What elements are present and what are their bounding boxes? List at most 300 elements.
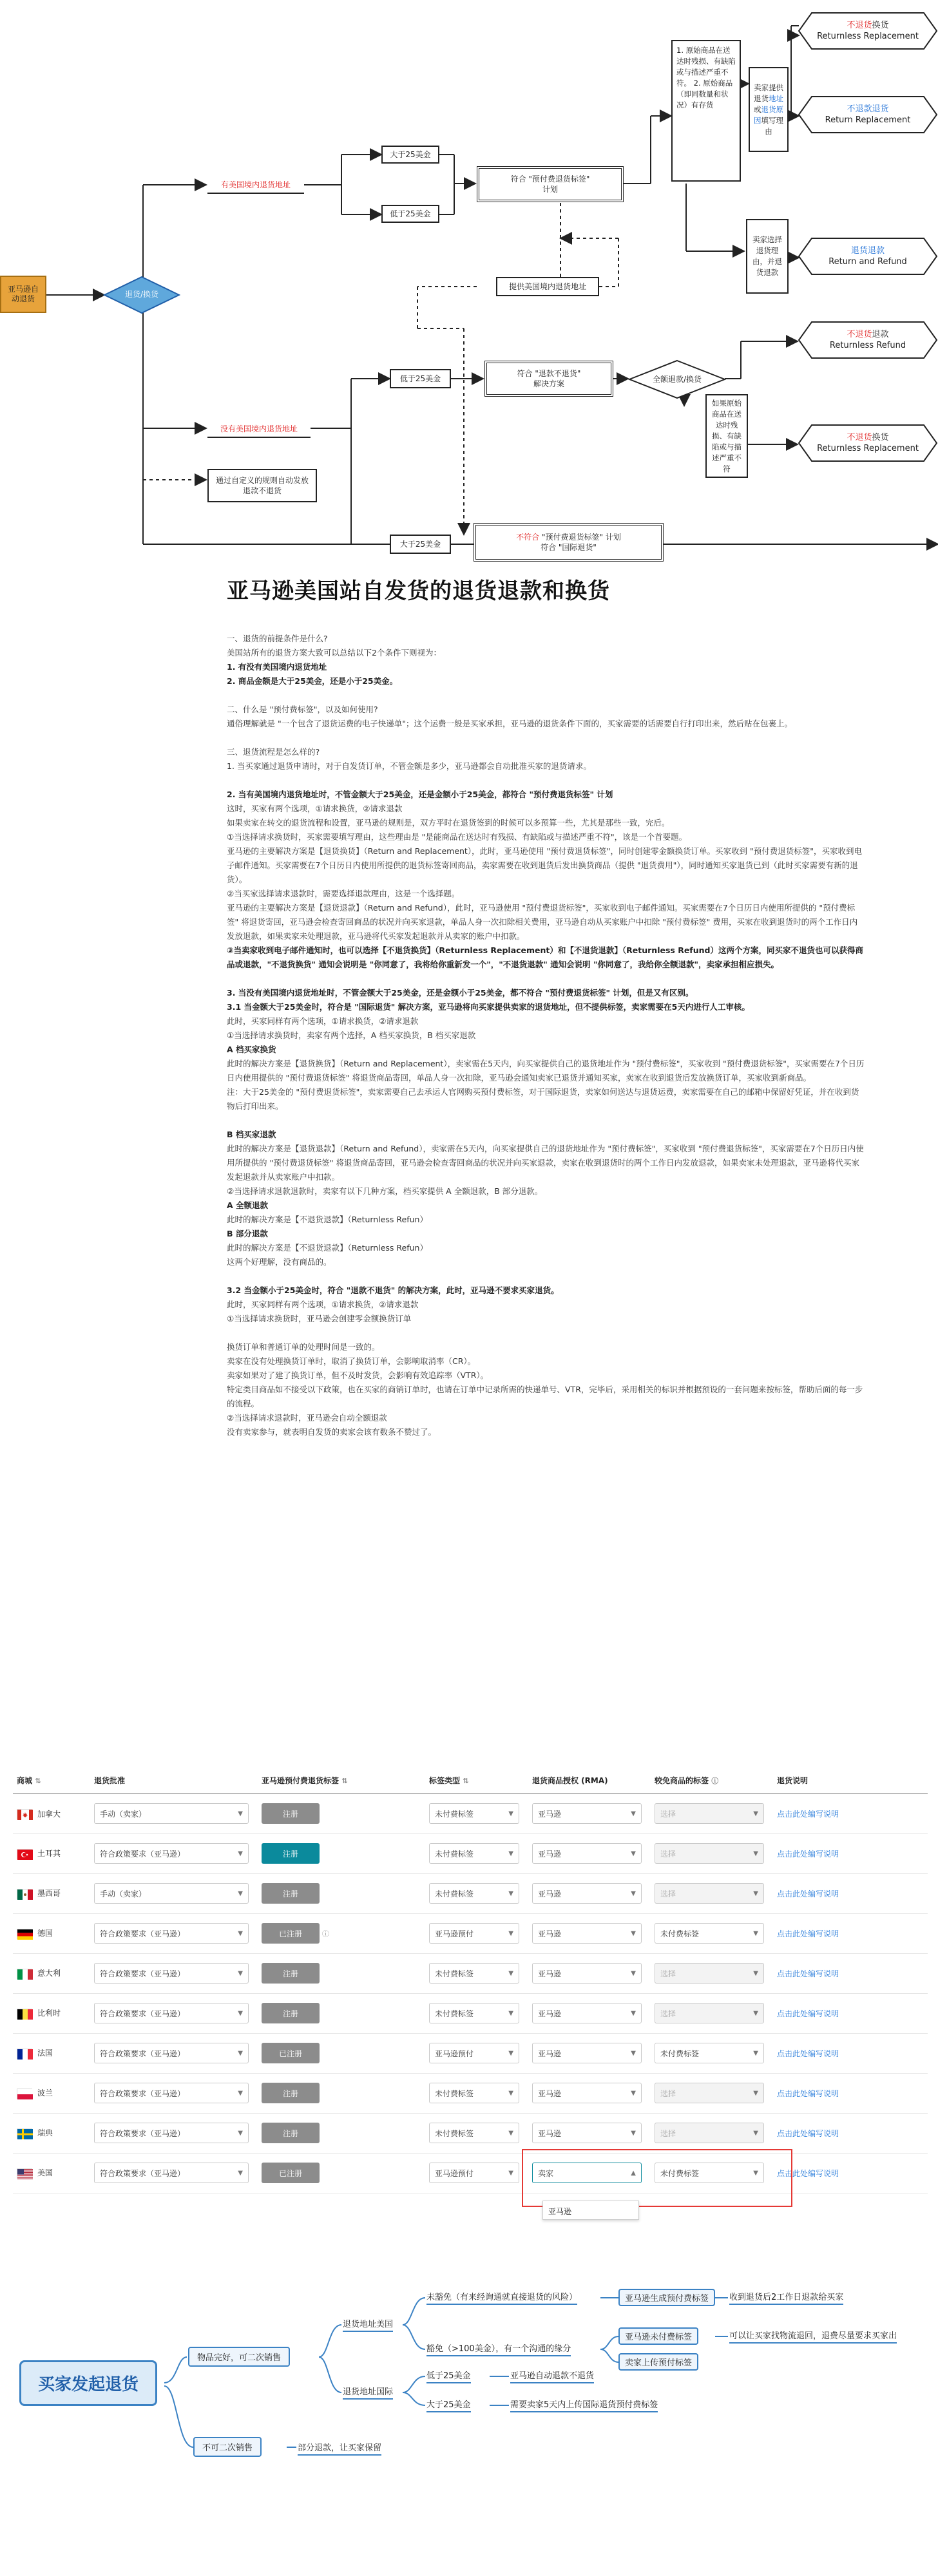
cell-rma: [528, 1794, 651, 1833]
register-button[interactable]: 注册: [262, 1843, 320, 1864]
label-type-select[interactable]: [429, 1923, 519, 1944]
hex5-mid: 换货: [872, 433, 889, 442]
cell-rma: [528, 1913, 651, 1953]
col-prepaid-label: [651, 1768, 773, 1794]
chevron-down-icon: ▼: [238, 2009, 243, 2017]
cell-label-type: [425, 1993, 528, 2033]
hex5-red: 不退货: [847, 433, 872, 442]
article-paragraph: 卖家如果对了建了换货订单，但不及时发货，会影响有效追踪率（VTR）。: [227, 1370, 489, 1380]
chevron-down-icon: ▼: [508, 2009, 513, 2017]
table-header-row: [13, 1768, 928, 1794]
refund-in-2-days-node: 收到退货后2工作日退款给买家: [729, 2290, 843, 2305]
decision-node-label: 退货/换货: [124, 290, 159, 299]
rma-value: 亚马逊: [538, 1929, 562, 1938]
write-instructions-link[interactable]: 点击此处编写说明: [777, 2049, 839, 2058]
col-prepaid[interactable]: [258, 1768, 425, 1794]
intl-address-node: 退货地址国际: [343, 2385, 393, 2400]
chevron-down-icon: ▼: [238, 1889, 243, 1897]
label-type-value: 亚马逊预付: [435, 2168, 474, 2178]
chevron-down-icon: ▼: [753, 2169, 758, 2177]
write-instructions-link[interactable]: 点击此处编写说明: [777, 1929, 839, 1938]
table-row: [13, 1913, 928, 1953]
label-type-select[interactable]: [429, 1883, 519, 1904]
approval-select[interactable]: [94, 1963, 249, 1984]
register-button[interactable]: 已注册: [262, 2163, 320, 2183]
article-paragraph: 2. 当有美国境内退货地址时，不管金额大于25美金，还是金额小于25美金，都符合 "预付费退货标签" 计划: [227, 790, 613, 799]
paragraph-spacer: [213, 688, 863, 703]
article-paragraph: 这两个好理解，没有商品的。: [227, 1257, 332, 1267]
rma-select[interactable]: [532, 1803, 642, 1824]
full-refund-label: 全额退款/换货: [652, 375, 702, 384]
prepaid-label-select[interactable]: [655, 2123, 764, 2143]
prepaid-label-value: 未付费标签: [660, 2168, 700, 2178]
register-button[interactable]: 注册: [262, 2083, 320, 2103]
eligible-refund-line1: 符合 "退款不退货": [517, 369, 581, 378]
article-paragraph: 三、退货流程是怎么样的?: [227, 747, 320, 757]
seller-provide-text3: 或: [754, 104, 761, 114]
chevron-down-icon: ▼: [508, 1969, 513, 1977]
cell-prepaid: [258, 2153, 425, 2193]
rma-select[interactable]: [532, 1843, 642, 1864]
article-paragraph: 美国站所有的退货方案大致可以总结以下2个条件下则视为：: [227, 648, 441, 658]
register-button[interactable]: 注册: [262, 2003, 320, 2023]
marketplace-name: 墨西哥: [37, 1889, 61, 1899]
article-paragraph: 卖家在没有处理换货订单时，取消了换货订单，会影响取消率（CR）。: [227, 1356, 476, 1366]
article-paragraph: ②当选择请求退款时，亚马逊会自动全额退款: [227, 1413, 387, 1423]
prepaid-label-value: 选择: [660, 1809, 676, 1819]
cell-prepaid: [258, 1993, 425, 2033]
usa-flag-icon: [17, 2168, 32, 2179]
cell-instructions: [773, 1953, 928, 1993]
prepaid-label-select[interactable]: [655, 1963, 764, 1984]
auto-refund-node: 亚马逊自动退款不退货: [510, 2369, 594, 2383]
rma-select[interactable]: [532, 2123, 642, 2143]
chevron-down-icon: ▼: [238, 2129, 243, 2137]
cell-rma: [528, 1873, 651, 1913]
under25-mid-node: 低于25美金: [390, 369, 451, 388]
hex-return-replacement-label: [798, 95, 938, 134]
rma-select[interactable]: [532, 1963, 642, 1984]
article-paragraph: 此时的解决方案是【不退货退款】（Returnless Refun）: [227, 1243, 428, 1253]
prepaid-label-select[interactable]: [655, 1883, 764, 1904]
mindmap-connectors: [0, 2273, 938, 2576]
label-type-select[interactable]: [429, 2003, 519, 2023]
sort-arrows-icon[interactable]: ⇅: [463, 1777, 469, 1785]
cell-approval: [90, 2033, 258, 2073]
cell-marketplace: [13, 2073, 90, 2113]
paragraph-spacer: [213, 773, 863, 788]
approval-value: 符合政策要求（亚马逊）: [100, 2049, 186, 2058]
label-type-value: 亚马逊预付: [435, 2049, 474, 2058]
approval-value: 手动（卖家）: [100, 1889, 147, 1899]
seller-5days-node: 需要卖家5天内上传国际退货预付费标签: [510, 2398, 658, 2412]
prepaid-label-value: 选择: [660, 1969, 676, 1978]
article-paragraph: 这时，买家有两个选项，①请求换货，②请求退款: [227, 804, 403, 813]
table-row: [13, 2073, 928, 2113]
approval-value: 符合政策要求（亚马逊）: [100, 1969, 186, 1978]
article-paragraph: 注：大于25美金的 "预付费退货标签"，卖家需要自己去承运人官网购买预付费标签，对于国际退货，卖家如何送达与退货运费，卖家需要在自己的邮箱中保留好凭证，并在收到货物后打印出来。: [227, 1087, 859, 1111]
cell-prepaid-label: [651, 1913, 773, 1953]
chevron-down-icon: ▼: [631, 2129, 636, 2137]
cell-rma: [528, 2073, 651, 2113]
col-instructions-label: 退货说明: [777, 1776, 809, 1785]
hex-returnless-replacement-top-label: [798, 12, 938, 50]
rma-select[interactable]: [532, 2083, 642, 2103]
label-type-value: 未付费标签: [435, 2128, 474, 2138]
cell-instructions: [773, 1794, 928, 1833]
label-type-select[interactable]: [429, 2163, 519, 2183]
approval-select[interactable]: [94, 1803, 249, 1824]
cell-label-type: [425, 1873, 528, 1913]
chevron-down-icon: ▼: [238, 2049, 243, 2057]
rma-value: 亚马逊: [538, 2128, 562, 2138]
chevron-down-icon: ▲: [631, 2169, 636, 2177]
chevron-down-icon: ▼: [238, 1969, 243, 1977]
approval-select[interactable]: [94, 2083, 249, 2103]
label-type-value: 亚马逊预付: [435, 1929, 474, 1938]
prepaid-label-select[interactable]: [655, 2083, 764, 2103]
over25-bottom-node: 大于25美金: [390, 535, 451, 554]
article-body: [213, 632, 863, 1439]
cell-label-type: [425, 2073, 528, 2113]
germany-flag-icon: [17, 1929, 32, 1939]
approval-value: 符合政策要求（亚马逊）: [100, 1929, 186, 1938]
table-row: [13, 1993, 928, 2033]
article-title: 亚马逊美国站自发货的退货退款和换货: [227, 578, 610, 604]
cell-marketplace: [13, 2033, 90, 2073]
under25-node: 低于25美金: [426, 2369, 471, 2383]
cell-label-type: [425, 1913, 528, 1953]
hex-returnless-refund-label: [798, 321, 938, 359]
seller-provide-text1: 卖家提供退货: [754, 82, 783, 103]
paid-label-node: 豁免（>100美金），有一个沟通的缘分: [426, 2342, 571, 2356]
cell-instructions: [773, 1913, 928, 1953]
cell-marketplace: [13, 1833, 90, 1873]
article-paragraph: 3. 当没有美国境内退货地址时，不管金额大于25美金，还是金额小于25美金，都不符合 "预付费退货标签" 计划，但是又有区别。: [227, 988, 694, 998]
cell-prepaid-label: [651, 1833, 773, 1873]
table-row: [13, 2033, 928, 2073]
article-paragraph: 此时，买家同样有两个选项，①请求换货，②请求退款: [227, 1016, 419, 1026]
rma-value: 亚马逊: [538, 1849, 562, 1859]
cell-approval: [90, 1913, 258, 1953]
sort-arrows-icon[interactable]: ⇅: [341, 1777, 348, 1785]
not-eligible-node: [474, 523, 664, 562]
cell-instructions: [773, 1833, 928, 1873]
hex4-sub: Returnless Refund: [829, 341, 906, 350]
approval-select[interactable]: [94, 1923, 249, 1944]
hex4-red: 不退货: [847, 330, 872, 339]
return-settings-grid: [13, 1768, 928, 2193]
register-button[interactable]: 注册: [262, 2123, 320, 2143]
canada-flag-icon: [17, 1809, 32, 1819]
register-button[interactable]: 已注册: [262, 2043, 320, 2063]
cell-prepaid-label: [651, 1794, 773, 1833]
marketplace-name: 瑞典: [37, 2128, 53, 2138]
prepaid-label-value: 选择: [660, 2128, 676, 2138]
chevron-down-icon: ▼: [753, 1889, 758, 1897]
col-marketplace[interactable]: [13, 1768, 90, 1794]
chevron-down-icon: ▼: [238, 2089, 243, 2097]
cell-prepaid-label: [651, 1873, 773, 1913]
cell-rma: [528, 2033, 651, 2073]
table-row: [13, 1953, 928, 1993]
marketplace-name: 波兰: [37, 2088, 53, 2098]
chevron-down-icon: ▼: [508, 1889, 513, 1897]
cell-instructions: [773, 2113, 928, 2153]
hex1-mid: 换货: [872, 21, 889, 30]
prepaid-label-select[interactable]: [655, 2043, 764, 2063]
reasons-bottom-node: 如果原始商品在送达时残损、有缺陷或与描述严重不符: [705, 394, 748, 478]
rma-value: 亚马逊: [538, 1969, 562, 1978]
write-instructions-link[interactable]: 点击此处编写说明: [777, 1969, 839, 1978]
prepaid-label-value: 选择: [660, 1849, 676, 1859]
table-row: [13, 2113, 928, 2153]
article: [213, 567, 863, 1726]
col-rma: [528, 1768, 651, 1794]
approval-value: 符合政策要求（亚马逊）: [100, 2168, 186, 2178]
chevron-down-icon: ▼: [508, 2089, 513, 2097]
chevron-down-icon: ▼: [508, 1850, 513, 1857]
chevron-down-icon: ▼: [238, 1850, 243, 1857]
chevron-down-icon: ▼: [631, 2009, 636, 2017]
col-label-type[interactable]: [425, 1768, 528, 1794]
custom-policy-node: 通过自定义的规则自动发放退款不退货: [207, 469, 317, 502]
cell-prepaid: [258, 2073, 425, 2113]
cell-label-type: [425, 1953, 528, 1993]
label-type-value: 未付费标签: [435, 1969, 474, 1978]
article-paragraph: B 部分退款: [227, 1229, 268, 1238]
marketplace-name: 德国: [37, 1929, 53, 1938]
amz-prepaid-node: 亚马逊生成预付费标签: [618, 2289, 715, 2306]
article-paragraph: 1. 有没有美国境内退货地址: [227, 662, 327, 672]
eligible-refund-line2: 解决方案: [533, 379, 564, 388]
article-paragraph: 没有卖家参与，就表明自发货的卖家会该有数条不赞过了。: [227, 1427, 437, 1437]
label-type-select[interactable]: [429, 2083, 519, 2103]
cell-marketplace: [13, 1913, 90, 1953]
seller-upload-node: 卖家上传预付标签: [618, 2353, 698, 2371]
prepaid-label-value: 选择: [660, 2009, 676, 2018]
rma-select[interactable]: [532, 2003, 642, 2023]
cell-instructions: [773, 1873, 928, 1913]
chevron-down-icon: ▼: [508, 1929, 513, 1937]
col-instructions: [773, 1768, 928, 1794]
label-type-select[interactable]: [429, 1963, 519, 1984]
article-paragraph: 亚马逊的主要解决方案是【退货退款】（Return and Refund），此时，亚马逊使用 "预付费退货标签"，买家收到电子邮件通知。买家需要在7个日历日内使用所提供的 "预付费标签" 将退货寄回，亚马逊会检查寄回商品的状况并向买家退款，单品人身一次扣除相关费用，亚马逊自动从买家账户中扣除 "预付费标签" 费用，买家在收到退货时的两个工作日内发放退款，如果卖家未处理退款，亚马逊将代买家发起退款并从卖家的账户中扣款。: [227, 903, 858, 941]
rma-select[interactable]: [532, 1883, 642, 1904]
approval-select[interactable]: [94, 1843, 249, 1864]
over25-node: 大于25美金: [426, 2398, 471, 2412]
prepaid-label-select[interactable]: [655, 2003, 764, 2023]
register-button[interactable]: 已注册: [262, 1923, 320, 1944]
cell-rma: [528, 1993, 651, 2033]
chevron-down-icon: ▼: [631, 2089, 636, 2097]
label-type-select[interactable]: [429, 2123, 519, 2143]
article-paragraph: ①当选择请求换货时，卖家有两个选择，A 档买家换货，B 档买家退款: [227, 1030, 476, 1040]
prepaid-label-select[interactable]: [655, 1843, 764, 1864]
turkey-flag-icon: [17, 1849, 32, 1859]
prepaid-label-select[interactable]: [655, 1803, 764, 1824]
branch-resellable: 物品完好，可二次销售: [188, 2347, 290, 2367]
prepaid-label-value: 选择: [660, 2088, 676, 2098]
cell-marketplace: [13, 1993, 90, 2033]
sweden-flag-icon: [17, 2128, 32, 2139]
cell-prepaid-label: [651, 2073, 773, 2113]
cell-approval: [90, 1833, 258, 1873]
paragraph-spacer: [213, 972, 863, 986]
rma-dropdown-option[interactable]: 亚马逊: [542, 2201, 639, 2220]
rma-select[interactable]: [532, 2043, 642, 2063]
approval-select[interactable]: [94, 2043, 249, 2063]
cell-instructions: [773, 2033, 928, 2073]
sort-arrows-icon[interactable]: ⇅: [35, 1777, 41, 1785]
table-row: [13, 1794, 928, 1833]
cell-approval: [90, 2153, 258, 2193]
label-type-value: 未付费标签: [435, 1809, 474, 1819]
cell-rma: [528, 1833, 651, 1873]
cell-label-type: [425, 1794, 528, 1833]
seller-provide-node: [749, 67, 789, 152]
label-type-select[interactable]: [429, 1843, 519, 1864]
approval-select[interactable]: [94, 2123, 249, 2143]
register-button[interactable]: 注册: [262, 1963, 320, 1984]
rma-select[interactable]: [532, 1923, 642, 1944]
free-label-node: 未豁免（有来经询通就直接退货的风险）: [426, 2290, 577, 2305]
article-paragraph: 此时，买家同样有两个选项，①请求换货，②请求退款: [227, 1300, 419, 1309]
register-button[interactable]: 注册: [262, 1883, 320, 1904]
amz-no-label-node: 亚马逊未付费标签: [618, 2327, 698, 2345]
rma-value: 亚马逊: [538, 2049, 562, 2058]
col-prepaid-label-label: 较免商品的标签: [655, 1776, 709, 1785]
prepaid-plan-line2: 计划: [542, 185, 558, 194]
cell-approval: [90, 2113, 258, 2153]
col-approval-label: 退货批准: [94, 1776, 126, 1785]
poland-flag-icon: [17, 2088, 32, 2099]
article-paragraph: 特定类目商品如不接受以下政策，也在买家的商销订单时，也请在订单中记录所需的快递单号、VTR，完毕后，采用相关的标识并根据预设的一套问题来按标签，帮助后面的每一步的流程。: [227, 1385, 863, 1408]
approval-select[interactable]: [94, 2163, 249, 2183]
article-paragraph: ②当买家选择请求退款时，需要选择退款理由，这是一个选择题。: [227, 889, 460, 898]
eligible-refund-node: [484, 361, 613, 397]
approval-value: 符合政策要求（亚马逊）: [100, 1849, 186, 1859]
write-instructions-link[interactable]: 点击此处编写说明: [777, 2168, 839, 2178]
rma-value: 亚马逊: [538, 1889, 562, 1899]
article-paragraph: 3.1 当金额大于25美金时，符合是 "国际退货" 解决方案，亚马逊将向买家提供卖家的退货地址，但不提供标签，卖家需要在5天内进行人工审核。: [227, 1002, 750, 1012]
info-circle-icon[interactable]: ⓘ: [321, 1929, 329, 1938]
cell-marketplace: [13, 1873, 90, 1913]
not-eligible-line2: 符合 "国际退货": [541, 543, 597, 552]
write-instructions-link[interactable]: 点击此处编写说明: [777, 1809, 839, 1819]
chevron-down-icon: ▼: [753, 1929, 758, 1937]
highlight-box: [522, 2149, 792, 2207]
cell-approval: [90, 1794, 258, 1833]
seller-provide-text2: 地址: [769, 93, 783, 103]
approval-select[interactable]: [94, 2003, 249, 2023]
write-instructions-link[interactable]: 点击此处编写说明: [777, 1849, 839, 1859]
write-instructions-link[interactable]: 点击此处编写说明: [777, 2128, 839, 2138]
article-paragraph: B 档买家退款: [227, 1130, 276, 1139]
marketplace-name: 土耳其: [37, 1849, 61, 1859]
write-instructions-link[interactable]: 点击此处编写说明: [777, 2088, 839, 2098]
prepaid-label-select[interactable]: [655, 1923, 764, 1944]
under25-top-node: 低于25美金: [381, 205, 439, 223]
cell-prepaid-label: [651, 2033, 773, 2073]
prepaid-plan-node: [477, 166, 624, 202]
chevron-down-icon: ▼: [631, 1969, 636, 1977]
col-marketplace-label: 商城: [17, 1776, 33, 1785]
chevron-down-icon: ▼: [508, 2169, 513, 2177]
cell-marketplace: [13, 1794, 90, 1833]
table-row: [13, 1833, 928, 1873]
cell-marketplace: [13, 2113, 90, 2153]
article-paragraph: 此时的解决方案是【退货换货】（Return and Replacement），卖家需在5天内，向买家提供自己的退货地址作为 "预付费标签"，买家收到 "预付费退货标签"，买家需要在7个日历日内使用提供的 "预付费退货标签" 将退货商品寄回，单品人身一次扣除，亚马逊会通知卖家已退货并通知买家，卖家在收到退货后发放换货订单，买家收到新商品。: [227, 1059, 865, 1083]
cell-marketplace: [13, 1953, 90, 1993]
label-type-value: 未付费标签: [435, 2009, 474, 2018]
cell-label-type: [425, 2153, 528, 2193]
return-settings-table: [13, 1768, 928, 2270]
col-rma-label: 退货商品授权 (RMA): [532, 1776, 608, 1785]
has-us-address-label: 有美国境内退货地址: [207, 177, 304, 194]
label-type-select[interactable]: [429, 1803, 519, 1824]
article-paragraph: 一、退货的前提条件是什么?: [227, 634, 328, 643]
cell-label-type: [425, 2033, 528, 2073]
chevron-down-icon: ▼: [508, 1810, 513, 1817]
chevron-down-icon: ▼: [508, 2049, 513, 2057]
cell-instructions: [773, 2073, 928, 2113]
chevron-down-icon: ▼: [753, 2089, 758, 2097]
chevron-down-icon: ▼: [631, 1810, 636, 1817]
cell-approval: [90, 2073, 258, 2113]
article-paragraph: 通俗理解就是 "一个包含了退货运费的电子快递单"；这个运费一般是买家承担，亚马逊的退货条件下面的，买家需要的话需要自行打印出来，然后贴在包裹上。: [227, 719, 792, 728]
article-paragraph: 3.2 当金额小于25美金时，符合 "退款不退货" 的解决方案，此时，亚马逊不要求买家退货。: [227, 1285, 559, 1295]
start-node: [0, 276, 46, 313]
article-paragraph: ①当选择请求换货时，买家需要填写理由，这些理由是 "是能商品在送达时有残损、有缺陷或与描述严重不符"，该是一个首要题。: [227, 832, 687, 842]
marketplace-name: 加拿大: [37, 1809, 61, 1819]
label-type-select[interactable]: [429, 2043, 519, 2063]
not-eligible-red: 不符合: [516, 533, 540, 542]
info-circle-icon[interactable]: ⓘ: [711, 1777, 719, 1785]
article-paragraph: 此时的解决方案是【退货退款】（Return and Refund），卖家需在5天内，向买家提供自己的退货地址作为 "预付费标签"，买家收到 "预付费退货标签"，买家需要在7个日历日内使用所提供的 "预付费退货标签" 将退货商品寄回，亚马逊会检查寄回商品的状况并向买家退款，卖家在收到退货时的两个工作日内发放退款，如果卖家未处理退款，亚马逊将代买家发起退款并从卖家账户中扣款。: [227, 1144, 864, 1182]
marketplace-name: 比利时: [37, 2009, 61, 2018]
chevron-down-icon: ▼: [753, 1969, 758, 1977]
chevron-down-icon: ▼: [631, 1929, 636, 1937]
label-type-value: 未付费标签: [435, 2088, 474, 2098]
approval-select[interactable]: [94, 1883, 249, 1904]
us-address-node: 退货地址美国: [343, 2317, 393, 2332]
marketplace-name: 美国: [37, 2168, 53, 2178]
col-approval: [90, 1768, 258, 1794]
cell-prepaid-label: [651, 2113, 773, 2153]
register-button[interactable]: 注册: [262, 1803, 320, 1824]
write-instructions-link[interactable]: 点击此处编写说明: [777, 1889, 839, 1899]
cell-instructions: [773, 1993, 928, 2033]
write-instructions-link[interactable]: 点击此处编写说明: [777, 2009, 839, 2018]
chevron-down-icon: ▼: [753, 1850, 758, 1857]
prepaid-plan-line1: 符合 "预付费退货标签": [510, 175, 590, 184]
hex5-sub: Returnless Replacement: [817, 444, 919, 453]
hex1-sub: Returnless Replacement: [817, 32, 919, 41]
rma-value: 亚马逊: [538, 1809, 562, 1819]
article-paragraph: 1. 当买家通过退货申请时，对于自发货订单，不管金额是多少，亚马逊都会自动批准买家的退货请求。: [227, 761, 591, 771]
over25-top-node: 大于25美金: [381, 146, 439, 164]
start-node-label: 亚马逊自动退货: [7, 285, 39, 303]
branch-not-resellable: 不可二次销售: [193, 2437, 262, 2457]
not-eligible-line1: "预付费退货标签" 计划: [539, 533, 621, 542]
article-paragraph: 2. 商品金额是大于25美金，还是小于25美金。: [227, 676, 398, 686]
hex3-red: 退货退款: [850, 246, 885, 256]
return-mindmap: [0, 2273, 938, 2576]
approval-value: 手动（卖家）: [100, 1809, 147, 1819]
marketplace-name: 法国: [37, 2049, 53, 2058]
prepaid-label-value: 选择: [660, 1889, 676, 1899]
